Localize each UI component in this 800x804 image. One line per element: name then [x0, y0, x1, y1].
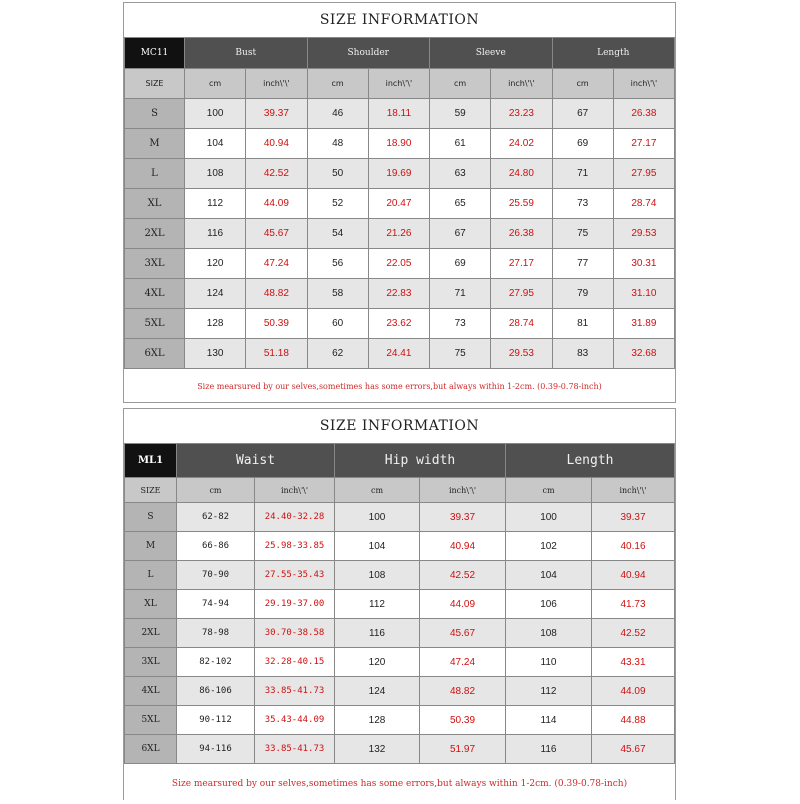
unit-cm: cm — [552, 69, 613, 99]
cm-value-cell: 116 — [506, 735, 592, 764]
top-col-length: Length — [552, 38, 675, 69]
cm-value-cell: 50 — [307, 159, 368, 189]
cm-value-cell: 78-98 — [177, 619, 255, 648]
cm-value-cell: 94-116 — [177, 735, 255, 764]
inch-value-cell: 33.85-41.73 — [255, 735, 335, 764]
cm-value-cell: 69 — [430, 249, 491, 279]
unit-cm: cm — [307, 69, 368, 99]
inch-value-cell: 47.24 — [246, 249, 307, 279]
cm-value-cell: 90-112 — [177, 706, 255, 735]
table-row — [125, 99, 675, 129]
cm-value-cell: 46 — [307, 99, 368, 129]
unit-inch: inch\'\' — [255, 478, 335, 503]
table-row — [125, 503, 675, 532]
cm-value-cell: 56 — [307, 249, 368, 279]
table-row — [125, 309, 675, 339]
inch-value-cell: 25.98-33.85 — [255, 532, 335, 561]
inch-value-cell: 31.10 — [613, 279, 674, 309]
inch-value-cell: 40.94 — [420, 532, 506, 561]
size-cell: M — [125, 129, 185, 159]
inch-value-cell: 45.67 — [246, 219, 307, 249]
top-unit-row — [125, 69, 675, 99]
table-row — [125, 735, 675, 764]
top-col-shoulder: Shoulder — [307, 38, 430, 69]
cm-value-cell: 112 — [335, 590, 420, 619]
cm-value-cell: 86-106 — [177, 677, 255, 706]
table-row — [125, 706, 675, 735]
inch-value-cell: 31.89 — [613, 309, 674, 339]
size-cell: 6XL — [125, 339, 185, 369]
cm-value-cell: 114 — [506, 706, 592, 735]
cm-value-cell: 61 — [430, 129, 491, 159]
size-cell: 3XL — [125, 648, 177, 677]
inch-value-cell: 39.37 — [246, 99, 307, 129]
cm-value-cell: 100 — [185, 99, 246, 129]
inch-value-cell: 47.24 — [420, 648, 506, 677]
cm-value-cell: 124 — [335, 677, 420, 706]
cm-value-cell: 132 — [335, 735, 420, 764]
cm-value-cell: 82-102 — [177, 648, 255, 677]
top-size-table — [124, 37, 675, 369]
cm-value-cell: 104 — [185, 129, 246, 159]
inch-value-cell: 44.09 — [592, 677, 675, 706]
cm-value-cell: 81 — [552, 309, 613, 339]
inch-value-cell: 48.82 — [246, 279, 307, 309]
cm-value-cell: 70-90 — [177, 561, 255, 590]
inch-value-cell: 23.23 — [491, 99, 552, 129]
cm-value-cell: 58 — [307, 279, 368, 309]
cm-value-cell: 106 — [506, 590, 592, 619]
cm-value-cell: 62-82 — [177, 503, 255, 532]
cm-value-cell: 112 — [185, 189, 246, 219]
cm-value-cell: 75 — [430, 339, 491, 369]
size-cell: 6XL — [125, 735, 177, 764]
inch-value-cell: 39.37 — [592, 503, 675, 532]
unit-inch: inch\'\' — [368, 69, 429, 99]
bottom-table-body — [125, 503, 675, 764]
size-cell: 2XL — [125, 619, 177, 648]
inch-value-cell: 27.17 — [491, 249, 552, 279]
cm-value-cell: 52 — [307, 189, 368, 219]
inch-value-cell: 50.39 — [420, 706, 506, 735]
unit-cm: cm — [430, 69, 491, 99]
cm-value-cell: 104 — [335, 532, 420, 561]
cm-value-cell: 120 — [185, 249, 246, 279]
cm-value-cell: 59 — [430, 99, 491, 129]
inch-value-cell: 41.73 — [592, 590, 675, 619]
cm-value-cell: 104 — [506, 561, 592, 590]
table-row — [125, 189, 675, 219]
cm-value-cell: 100 — [506, 503, 592, 532]
inch-value-cell: 22.05 — [368, 249, 429, 279]
table-row — [125, 619, 675, 648]
unit-cm: cm — [506, 478, 592, 503]
size-cell: M — [125, 532, 177, 561]
size-cell: 5XL — [125, 309, 185, 339]
size-cell: 4XL — [125, 279, 185, 309]
size-cell: 5XL — [125, 706, 177, 735]
unit-inch: inch\'\' — [246, 69, 307, 99]
table-row — [125, 129, 675, 159]
size-cell: 2XL — [125, 219, 185, 249]
inch-value-cell: 33.85-41.73 — [255, 677, 335, 706]
inch-value-cell: 28.74 — [491, 309, 552, 339]
inch-value-cell: 48.82 — [420, 677, 506, 706]
inch-value-cell: 27.17 — [613, 129, 674, 159]
unit-inch: inch\'\' — [592, 478, 675, 503]
inch-value-cell: 29.53 — [491, 339, 552, 369]
inch-value-cell: 26.38 — [491, 219, 552, 249]
table-row — [125, 159, 675, 189]
cm-value-cell: 54 — [307, 219, 368, 249]
inch-value-cell: 45.67 — [592, 735, 675, 764]
table-row — [125, 279, 675, 309]
cm-value-cell: 112 — [506, 677, 592, 706]
top-col-bust: Bust — [185, 38, 308, 69]
inch-value-cell: 30.31 — [613, 249, 674, 279]
top-measure-note: Size mearsured by our selves,sometimes has some errors,but always within 1-2cm. (0.39-0.78-inch) — [197, 381, 602, 391]
cm-value-cell: 128 — [335, 706, 420, 735]
inch-value-cell: 29.19-37.00 — [255, 590, 335, 619]
table-row — [125, 219, 675, 249]
table-row — [125, 677, 675, 706]
inch-value-cell: 40.16 — [592, 532, 675, 561]
cm-value-cell: 79 — [552, 279, 613, 309]
cm-value-cell: 74-94 — [177, 590, 255, 619]
cm-value-cell: 73 — [552, 189, 613, 219]
size-cell: L — [125, 159, 185, 189]
bottom-size-panel — [123, 408, 676, 800]
inch-value-cell: 44.09 — [246, 189, 307, 219]
cm-value-cell: 108 — [506, 619, 592, 648]
unit-cm: cm — [177, 478, 255, 503]
inch-value-cell: 32.68 — [613, 339, 674, 369]
cm-value-cell: 116 — [335, 619, 420, 648]
inch-value-cell: 30.70-38.58 — [255, 619, 335, 648]
top-title: SIZE INFORMATION — [319, 12, 480, 28]
inch-value-cell: 40.94 — [246, 129, 307, 159]
inch-value-cell: 39.37 — [420, 503, 506, 532]
inch-value-cell: 42.52 — [246, 159, 307, 189]
top-size-panel — [123, 2, 676, 403]
inch-value-cell: 40.94 — [592, 561, 675, 590]
table-row — [125, 561, 675, 590]
cm-value-cell: 75 — [552, 219, 613, 249]
cm-value-cell: 69 — [552, 129, 613, 159]
cm-value-cell: 116 — [185, 219, 246, 249]
cm-value-cell: 73 — [430, 309, 491, 339]
inch-value-cell: 32.28-40.15 — [255, 648, 335, 677]
inch-value-cell: 44.09 — [420, 590, 506, 619]
bottom-size-table — [124, 443, 675, 764]
top-size-label: SIZE — [125, 69, 185, 99]
cm-value-cell: 100 — [335, 503, 420, 532]
inch-value-cell: 28.74 — [613, 189, 674, 219]
cm-value-cell: 83 — [552, 339, 613, 369]
cm-value-cell: 63 — [430, 159, 491, 189]
cm-value-cell: 71 — [430, 279, 491, 309]
size-cell: S — [125, 99, 185, 129]
cm-value-cell: 110 — [506, 648, 592, 677]
top-table-body — [125, 99, 675, 369]
unit-inch: inch\'\' — [491, 69, 552, 99]
inch-value-cell: 18.90 — [368, 129, 429, 159]
cm-value-cell: 71 — [552, 159, 613, 189]
inch-value-cell: 25.59 — [491, 189, 552, 219]
cm-value-cell: 77 — [552, 249, 613, 279]
table-row — [125, 532, 675, 561]
top-col-sleeve: Sleeve — [430, 38, 553, 69]
size-cell: 4XL — [125, 677, 177, 706]
inch-value-cell: 42.52 — [420, 561, 506, 590]
inch-value-cell: 23.62 — [368, 309, 429, 339]
cm-value-cell: 108 — [335, 561, 420, 590]
inch-value-cell: 26.38 — [613, 99, 674, 129]
inch-value-cell: 45.67 — [420, 619, 506, 648]
cm-value-cell: 130 — [185, 339, 246, 369]
inch-value-cell: 50.39 — [246, 309, 307, 339]
inch-value-cell: 51.97 — [420, 735, 506, 764]
inch-value-cell: 42.52 — [592, 619, 675, 648]
unit-cm: cm — [335, 478, 420, 503]
bottom-title: SIZE INFORMATION — [319, 418, 480, 434]
cm-value-cell: 48 — [307, 129, 368, 159]
inch-value-cell: 43.31 — [592, 648, 675, 677]
cm-value-cell: 66-86 — [177, 532, 255, 561]
bottom-size-label: SIZE — [125, 478, 177, 503]
inch-value-cell: 21.26 — [368, 219, 429, 249]
bottom-product-code: ML1 — [125, 444, 177, 478]
cm-value-cell: 102 — [506, 532, 592, 561]
inch-value-cell: 51.18 — [246, 339, 307, 369]
table-row — [125, 249, 675, 279]
inch-value-cell: 22.83 — [368, 279, 429, 309]
cm-value-cell: 65 — [430, 189, 491, 219]
cm-value-cell: 67 — [552, 99, 613, 129]
bottom-col-waist: Waist — [177, 444, 335, 478]
unit-cm: cm — [185, 69, 246, 99]
inch-value-cell: 20.47 — [368, 189, 429, 219]
cm-value-cell: 108 — [185, 159, 246, 189]
inch-value-cell: 24.02 — [491, 129, 552, 159]
bottom-col-length: Length — [506, 444, 675, 478]
inch-value-cell: 29.53 — [613, 219, 674, 249]
cm-value-cell: 62 — [307, 339, 368, 369]
inch-value-cell: 24.80 — [491, 159, 552, 189]
cm-value-cell: 60 — [307, 309, 368, 339]
top-header-row — [125, 38, 675, 69]
table-row — [125, 339, 675, 369]
inch-value-cell: 27.55-35.43 — [255, 561, 335, 590]
size-cell: XL — [125, 189, 185, 219]
inch-value-cell: 44.88 — [592, 706, 675, 735]
bottom-unit-row — [125, 478, 675, 503]
inch-value-cell: 24.40-32.28 — [255, 503, 335, 532]
size-cell: 3XL — [125, 249, 185, 279]
inch-value-cell: 27.95 — [491, 279, 552, 309]
inch-value-cell: 35.43-44.09 — [255, 706, 335, 735]
table-row — [125, 648, 675, 677]
inch-value-cell: 18.11 — [368, 99, 429, 129]
size-cell: XL — [125, 590, 177, 619]
cm-value-cell: 128 — [185, 309, 246, 339]
inch-value-cell: 24.41 — [368, 339, 429, 369]
size-cell: S — [125, 503, 177, 532]
bottom-measure-note: Size mearsured by our selves,sometimes has some errors,but always within 1-2cm. (0.39-0.78-inch) — [171, 779, 628, 789]
cm-value-cell: 120 — [335, 648, 420, 677]
unit-inch: inch\'\' — [613, 69, 674, 99]
bottom-col-hip-width: Hip width — [335, 444, 506, 478]
cm-value-cell: 67 — [430, 219, 491, 249]
cm-value-cell: 124 — [185, 279, 246, 309]
size-cell: L — [125, 561, 177, 590]
bottom-header-row — [125, 444, 675, 478]
inch-value-cell: 27.95 — [613, 159, 674, 189]
top-product-code: MC11 — [125, 38, 185, 69]
table-row — [125, 590, 675, 619]
inch-value-cell: 19.69 — [368, 159, 429, 189]
unit-inch: inch\'\' — [420, 478, 506, 503]
